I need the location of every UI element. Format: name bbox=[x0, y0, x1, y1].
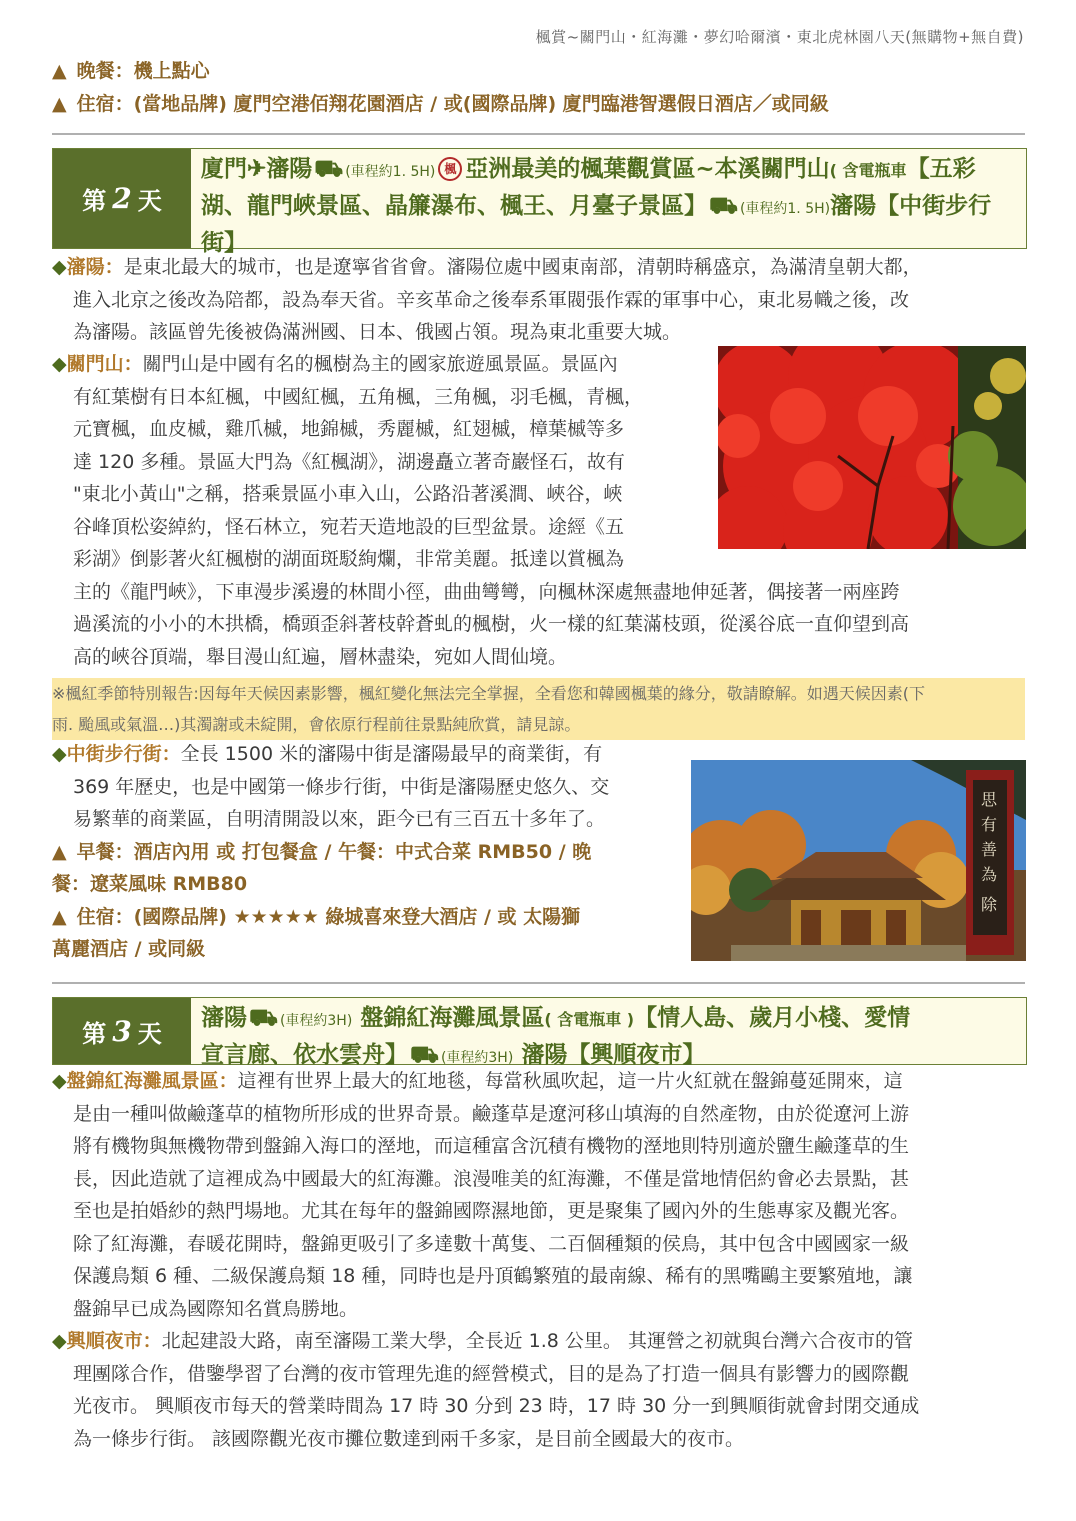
triangle-icon: ▲ bbox=[52, 840, 67, 863]
triangle-icon: ▲ bbox=[52, 905, 67, 928]
header-title: 楓賞~關門山・紅海灘・夢幻哈爾濱・東北虎林園八天(無購物+無自費) bbox=[535, 28, 1024, 46]
text-line: "東北小黃山"之稱，搭乘景區小車入山，公路沿著溪澗、峽谷，峽 bbox=[73, 483, 623, 505]
meal-line: 早餐：酒店內用 或 打包餐盒 / 午餐：中式合菜 RMB50 / 晚 bbox=[76, 840, 592, 863]
svg-text:為: 為 bbox=[981, 865, 998, 884]
panjin-paragraph bbox=[52, 1065, 1025, 1325]
text-line: 將有機物與無機物帶到盤錦入海口的溼地，而這種富含沉積有機物的溼地則特別適於鹽生鹼蓬草的生 bbox=[73, 1135, 910, 1157]
text-line: 盤錦早已成為國際知名賞鳥勝地。 bbox=[73, 1297, 359, 1320]
maple-season-notice bbox=[52, 678, 1025, 740]
triangle-icon: ▲ bbox=[52, 93, 67, 115]
text-line: 理團隊合作，借鑒學習了台灣的夜市管理先進的經營模式，目的是為了打造一個具有影響力的國際觀 bbox=[73, 1362, 910, 1385]
day2-route-start: 廈門✈瀋陽 bbox=[201, 155, 313, 182]
day3-route-end: 瀋陽【興順夜市】 bbox=[521, 1041, 706, 1068]
day2-tag: ( 含電瓶車 bbox=[829, 161, 907, 180]
text-line: 元寶楓，血皮槭，雞爪槭，地錦槭，秀麗槭，紅翅槭，樟葉槭等多 bbox=[73, 418, 625, 440]
text-line: 關門山是中國有名的楓樹為主的國家旅遊風景區。景區內 bbox=[142, 353, 618, 375]
triangle-icon: ▲ bbox=[52, 60, 67, 82]
text-line: 長，因此造就了這裡成為中國最大的紅海灘。浪漫唯美的紅海灘，不僅是當地情侶約會必去景點，甚 bbox=[73, 1167, 910, 1190]
text-line: 為瀋陽。該區曾先後被偽滿洲國、日本、俄國占領。現為東北重要大城。 bbox=[73, 321, 682, 343]
day3-header bbox=[52, 997, 1027, 1068]
day2-drive-2: (車程約1. 5H) bbox=[739, 201, 831, 217]
text-line: 是由一種叫做鹼蓬草的植物所形成的世界奇景。鹼蓬草是遼河移山填海的自然產物，由於從遼河上游 bbox=[73, 1102, 910, 1125]
text-line: 為一條步行街。 該國際觀光夜市攤位數達到兩千多家，是目前全國最大的夜市。 bbox=[73, 1427, 745, 1450]
day2-route-end: 瀋陽【中街步行街】 bbox=[201, 192, 992, 256]
text-line: 過溪流的小小的木拱橋，橋頭歪斜著枝幹蒼虬的楓樹，火一樣的紅葉滿枝頭，從溪谷底一直仰望到高 bbox=[73, 613, 910, 635]
text-line: 這裡有世界上最大的紅地毯，每當秋風吹起，這一片火紅就在盤錦蔓延開來，這 bbox=[237, 1070, 903, 1092]
svg-text:善: 善 bbox=[981, 840, 998, 859]
day-label-suffix: 天 bbox=[137, 1018, 162, 1048]
day2-header bbox=[52, 148, 1027, 256]
hotel-line: 萬麗酒店 / 或同級 bbox=[52, 938, 206, 960]
day-label-num: 2 bbox=[112, 182, 132, 215]
diamond-icon: ◆ bbox=[52, 353, 67, 375]
text-line: 是東北最大的城市，也是遼寧省省會。瀋陽位處中國東南部，清朝時稱盛京，為滿清皇朝大都， bbox=[123, 256, 922, 278]
bus-icon: ⛟ bbox=[314, 155, 344, 182]
text-line: 達 120 多種。景區大門為《紅楓湖》，湖邊矗立著奇巖怪石，故有 bbox=[73, 450, 625, 473]
shenyang-paragraph bbox=[52, 251, 1025, 349]
diamond-icon: ◆ bbox=[52, 1070, 67, 1092]
day3-spots-2: 宣言廊、依水雲舟】 bbox=[201, 1041, 408, 1068]
svg-text:除: 除 bbox=[981, 895, 998, 914]
text-line: 易繁華的商業區，自明清開設以來，距今已有三百五十多年了。 bbox=[73, 808, 606, 830]
text-line: 369 年歷史，也是中國第一條步行街，中街是瀋陽歷史悠久、交 bbox=[73, 775, 610, 798]
text-line: 彩湖》倒影著火紅楓樹的湖面斑駁絢爛，非常美麗。抵達以賞楓為 bbox=[73, 548, 625, 570]
red-maple-photo bbox=[718, 346, 1026, 549]
day2-highlight: 亞洲最美的楓葉觀賞區~本溪關門山 bbox=[465, 155, 830, 182]
shenyang-term: 瀋陽： bbox=[66, 256, 124, 278]
text-line: 北起建設大路，南至瀋陽工業大學，全長近 1.8 公里。 其運營之初就與台灣六合夜市的管 bbox=[161, 1330, 913, 1352]
day3-route-start: 瀋陽 bbox=[201, 1004, 247, 1031]
day3-drive-1: (車程約3H) bbox=[279, 1013, 353, 1029]
notice-line: ※楓紅季節特別報告:因每年天候因素影響，楓紅變化無法完全掌握，全看您和韓國楓葉的緣分，敬請瞭解。如遇天候因素(下 bbox=[52, 684, 926, 703]
diamond-icon: ◆ bbox=[52, 256, 67, 278]
day-label-suffix: 天 bbox=[137, 186, 162, 215]
meal-line: 餐：遼菜風味 RMB80 bbox=[52, 873, 248, 895]
zhongjie-term: 中街步行街： bbox=[66, 743, 181, 765]
temple-photo bbox=[691, 760, 1026, 961]
day2-title bbox=[201, 152, 1018, 259]
day3-title bbox=[201, 1001, 1018, 1075]
svg-text:思: 思 bbox=[981, 790, 998, 809]
day3-tag: ( 含電瓶車 ) bbox=[544, 1010, 635, 1029]
day3-label bbox=[53, 998, 191, 1064]
day-label-num: 3 bbox=[112, 1014, 132, 1048]
divider bbox=[52, 982, 1025, 984]
text-line: 進入北京之後改為陪都，設為奉天省。辛亥革命之後奉系軍閥張作霖的軍事中心，東北易幟之後，改 bbox=[73, 288, 910, 311]
xingshun-paragraph bbox=[52, 1325, 1025, 1455]
maple-stamp-icon: 楓 bbox=[438, 157, 462, 181]
text-line: 主的《龍門峽》，下車漫步溪邊的林間小徑，曲曲彎彎，向楓林深處無盡地伸延著，偶接著一兩座跨 bbox=[73, 580, 900, 603]
text-line: 全長 1500 米的瀋陽中街是瀋陽最早的商業街，有 bbox=[180, 743, 603, 765]
xingshun-term: 興順夜市： bbox=[66, 1330, 162, 1352]
day-label-prefix: 第 bbox=[82, 1018, 107, 1048]
day1-meal-text: 晚餐：機上點心 bbox=[76, 60, 210, 82]
text-line: 保護鳥類 6 種、二級保護鳥類 18 種，同時也是丹頂鶴繁殖的最南線、稀有的黑嘴鷗主要繁殖地，讓 bbox=[73, 1265, 913, 1287]
day3-highlight: 盤錦紅海灘風景區 bbox=[360, 1004, 545, 1031]
diamond-icon: ◆ bbox=[52, 1330, 67, 1352]
svg-text:有: 有 bbox=[981, 815, 998, 834]
text-line: 光夜市。 興順夜市每天的營業時間為 17 時 30 分到 23 時，17 時 30 分一到興順街就會封閉交通成 bbox=[73, 1395, 920, 1417]
bus-icon: ⛟ bbox=[249, 1004, 278, 1031]
day1-hotel-text: 住宿：(當地品牌) 廈門空港佰翔花園酒店 / 或(國際品牌) 廈門臨港智選假日酒店／或同級 bbox=[76, 93, 829, 115]
notice-line: 雨. 颱風或氣溫…)其濁謝或未綻開，會依原行程前往景點純欣賞，請見諒。 bbox=[52, 715, 581, 734]
hotel-line: 住宿：(國際品牌) ★★★★★ 綠城喜來登大酒店 / 或 太陽獅 bbox=[76, 905, 581, 928]
day1-meal bbox=[52, 56, 210, 83]
day3-spots-1: 【情人島、歲月小棧、愛情 bbox=[634, 1004, 911, 1031]
text-line: 高的峽谷頂端，舉目漫山紅遍，層林盡染，宛如人間仙境。 bbox=[73, 645, 568, 668]
divider bbox=[52, 133, 1025, 135]
text-line: 有紅葉樹有日本紅楓，中國紅楓，五角楓，三角楓，羽毛楓，青楓， bbox=[73, 385, 644, 408]
day2-label bbox=[53, 149, 191, 248]
text-line: 谷峰頂松姿綽約，怪石林立，宛若天造地設的巨型盆景。途經《五 bbox=[73, 515, 625, 538]
day-label-prefix: 第 bbox=[82, 186, 107, 215]
panjin-term: 盤錦紅海灘風景區： bbox=[66, 1070, 238, 1092]
text-line: 除了紅海灘，春暖花開時，盤錦更吸引了多達數十萬隻、二百個種類的侯鳥，其中包含中國國家一級 bbox=[73, 1232, 910, 1255]
day2-drive-1: (車程約1. 5H) bbox=[345, 164, 436, 180]
bus-icon: ⛟ bbox=[410, 1041, 439, 1068]
day3-drive-2: (車程約3H) bbox=[440, 1050, 514, 1066]
diamond-icon: ◆ bbox=[52, 743, 67, 765]
day2-spots: 【五彩湖、龍門峽景區、晶簾瀑布、楓王、月臺子景區】 bbox=[201, 155, 976, 219]
text-line: 至也是拍婚紗的熱門場地。尤其在每年的盤錦國際濕地節，更是聚集了國內外的生態專家及觀光客。 bbox=[73, 1200, 910, 1222]
day1-hotel bbox=[52, 89, 829, 116]
bus-icon: ⛟ bbox=[709, 192, 738, 219]
guanmenshan-term: 關門山： bbox=[66, 353, 143, 375]
